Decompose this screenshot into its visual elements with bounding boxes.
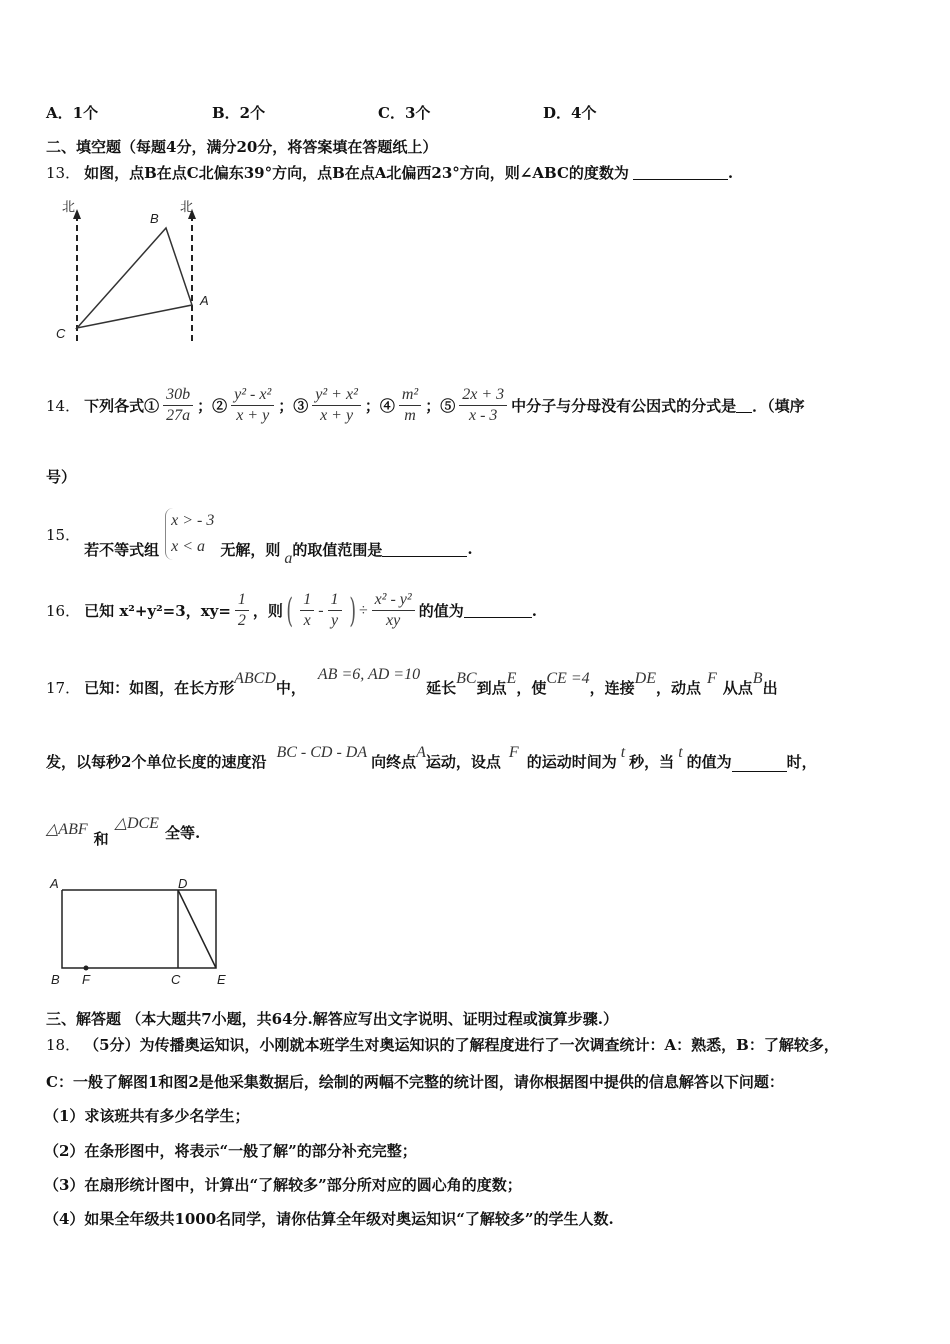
section-3-heading: 三、解答题 （本大题共7小题，共64分.解答应写出文字说明、证明过程或演算步骤.） (46, 1010, 618, 1028)
math: CE =4 (546, 670, 590, 687)
q16-text: 的值为 (418, 602, 464, 620)
q17-text: ，动点 (655, 679, 701, 697)
label-c: C (171, 972, 181, 987)
point-f (84, 966, 89, 971)
q14-text: 中分子与分母没有公因式的分式是 (511, 397, 737, 415)
q-end: . (531, 601, 537, 620)
q17-figure (45, 872, 235, 992)
denominator: m (404, 407, 416, 424)
math: B (752, 670, 763, 687)
label-a: A (50, 876, 59, 891)
inequality: x < a (171, 538, 206, 555)
q14-text: 下列各式① (84, 397, 160, 415)
q17-text: 和 (93, 830, 109, 848)
math: F (508, 744, 519, 761)
q17-text: 发，以每秒2个单位长度的速度沿 (46, 753, 267, 771)
q16-text: ，则 (252, 602, 283, 620)
math: BC - CD - DA (276, 744, 368, 761)
question-13 (46, 162, 733, 183)
q-number: 18． (46, 1036, 81, 1054)
divide: ÷ (358, 601, 368, 619)
variable: a (284, 550, 293, 567)
numerator: y² - x² (231, 385, 274, 406)
numerator: m² (399, 385, 421, 406)
option-b: B．2个 (212, 104, 266, 122)
q17-text: 时， (786, 753, 817, 771)
denominator: x - 3 (468, 407, 498, 424)
q18-item-1: （1）求该班共有多少名学生； (44, 1107, 250, 1125)
q17-text: 全等. (164, 824, 201, 842)
question-18-line1 (46, 1034, 839, 1055)
separator: ；⑤ (425, 397, 456, 415)
denominator: 27a (166, 407, 191, 424)
q15-text: 的取值范围是 (292, 540, 383, 559)
fraction-3 (312, 385, 361, 426)
q17-text: 向终点 (371, 753, 417, 771)
q17-text: 已知：如图，在长方形 (84, 679, 235, 697)
triangle-abc (77, 228, 192, 328)
numerator: x² - y² (372, 590, 415, 611)
numerator: y² + x² (312, 385, 361, 406)
denominator: 2 (237, 612, 246, 629)
math: △DCE (114, 815, 159, 832)
left-paren: ( (286, 590, 293, 631)
answer-blank[interactable] (736, 398, 752, 413)
question-17-line1 (46, 668, 778, 698)
segment-de (178, 890, 216, 968)
separator: ；④ (364, 397, 395, 415)
rectangle-abcd (62, 890, 216, 968)
q13-figure (50, 195, 220, 355)
q17-text: ，连接 (589, 679, 635, 697)
denominator: y (330, 612, 339, 629)
denominator: x + y (320, 407, 354, 424)
denominator: xy (386, 612, 401, 629)
q-number: 13． (46, 164, 81, 182)
label-d: D (178, 876, 188, 891)
question-16 (46, 590, 537, 631)
section-2-heading: 二、填空题（每题4分，满分20分，将答案填在答题纸上） (46, 138, 438, 156)
question-17-line2 (46, 742, 817, 772)
label-north: 北 (180, 199, 194, 214)
label-b: B (51, 972, 60, 987)
denominator: x + y (236, 407, 270, 424)
fraction-4 (399, 385, 421, 426)
q15-text: 无解，则 (220, 540, 281, 559)
q17-text: 秒，当 (629, 753, 675, 771)
math: A (416, 744, 426, 761)
answer-blank[interactable] (382, 542, 467, 557)
denominator: x (303, 612, 311, 629)
q14-text: ．（填序 (752, 397, 805, 415)
q17-text: 从点 (722, 679, 753, 697)
math: AB =6, AD =10 (317, 666, 421, 683)
q17-text: ，使 (516, 679, 547, 697)
math: E (506, 670, 517, 687)
q17-text: 中， (275, 679, 306, 697)
q17-text: 运动，设点 (425, 753, 501, 771)
label-b: B (150, 211, 159, 226)
q18-item-4: （4）如果全年级共1000名同学，请你估算全年级对奥运知识“了解较多”的学生人数. (44, 1210, 614, 1228)
math: F (706, 670, 717, 687)
fraction-5 (459, 385, 507, 426)
q13-text: 如图，点B在点C北偏东39°方向，点B在点A北偏西23°方向，则∠ABC的度数为 (84, 164, 629, 182)
label-north: 北 (62, 199, 76, 214)
q-end: . (467, 540, 473, 558)
math: DE (634, 670, 656, 687)
q-end: . (727, 163, 734, 182)
math: t (620, 744, 626, 761)
minus: - (318, 601, 324, 619)
question-18-line2: C：一般了解图1和图2是他采集数据后，绘制的两幅不完整的统计图，请你根据图中提供的信息解答以下问题： (46, 1073, 784, 1091)
q-number: 17． (46, 679, 81, 697)
answer-blank[interactable] (732, 757, 787, 772)
fraction-half (235, 590, 249, 631)
numerator: 30b (163, 385, 193, 406)
fraction-1 (163, 385, 193, 426)
math: ABCD (234, 670, 276, 687)
q17-text: 的值为 (686, 753, 732, 771)
question-15 (46, 500, 473, 568)
math: t (678, 744, 683, 761)
q-number: 14． (46, 397, 81, 415)
q-number: 16． (46, 602, 81, 620)
q18-text: （5分）为传播奥运知识，小刚就本班学生对奥运知识的了解程度进行了一次调查统计：A：熟悉，B：了解较多， (84, 1036, 839, 1054)
q14-continued: 号） (46, 468, 77, 486)
inequality-system (165, 508, 214, 560)
numerator: 1 (328, 590, 342, 611)
numerator: 1 (300, 590, 314, 611)
q17-text: 的运动时间为 (526, 753, 617, 771)
separator: ；② (197, 397, 228, 415)
question-17-line3 (46, 815, 200, 849)
inequality: x > - 3 (171, 512, 215, 529)
q16-text: 已知 x²+y²=3，xy= (84, 602, 231, 620)
answer-blank[interactable] (464, 603, 532, 618)
label-c: C (56, 326, 66, 341)
answer-blank[interactable] (633, 165, 728, 180)
fraction-1-over-x (300, 590, 314, 631)
label-e: E (217, 972, 226, 987)
fraction-2 (231, 385, 274, 426)
q-number: 15． (46, 525, 81, 544)
label-f: F (82, 972, 90, 987)
option-d: D．4个 (543, 104, 597, 122)
numerator: 2x + 3 (459, 385, 507, 406)
q18-item-3: （3）在扇形统计图中，计算出“了解较多”部分所对应的圆心角的度数； (44, 1176, 522, 1194)
question-14 (46, 385, 805, 426)
option-a: A．1个 (46, 104, 99, 122)
q17-text: 出 (762, 679, 778, 697)
fraction-c (372, 590, 415, 631)
label-a: A (200, 293, 209, 308)
option-c: C．3个 (378, 104, 431, 122)
q15-text: 若不等式组 (84, 540, 160, 559)
fraction-1-over-y (328, 590, 342, 631)
q18-item-2: （2）在条形图中，将表示“一般了解”的部分补充完整； (44, 1142, 417, 1160)
math: BC (456, 670, 477, 687)
q17-text: 到点 (476, 679, 507, 697)
q17-text: 延长 (426, 679, 457, 697)
separator: ；③ (278, 397, 309, 415)
right-paren: ) (348, 590, 356, 631)
math: △ABF (46, 821, 88, 838)
numerator: 1 (235, 590, 249, 611)
